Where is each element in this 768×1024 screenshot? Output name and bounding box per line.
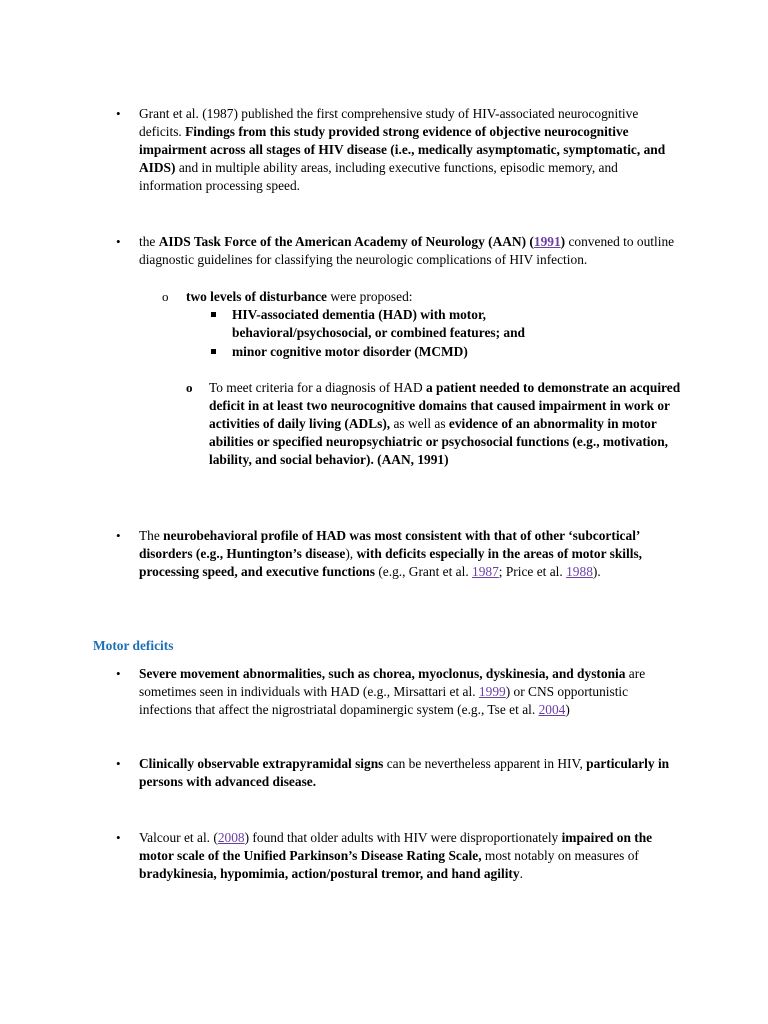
b1-bold: Findings from this study provided strong evidence of objective neurocognitive impairment across all stages of HIV disease (i.e., medically asymptomatic, symptomatic, and AIDS) <box>139 124 666 175</box>
b6-t1: Valcour et al. ( <box>139 830 218 845</box>
b2-bold-1: AIDS Task Force of the American Academy of Neurology (AAN) ( <box>158 234 534 249</box>
bullet-1-text <box>139 105 679 195</box>
b6-t3: most notably on measures of <box>481 848 639 863</box>
ref-link-1999[interactable]: 1999 <box>478 684 506 699</box>
bullet-5-text <box>139 755 679 791</box>
square-item-1 <box>232 306 612 342</box>
sub-bullet-1-marker: o <box>162 289 169 304</box>
b2-bold-2: ) <box>560 234 566 249</box>
sub1-bold: two levels of disturbance <box>186 289 327 304</box>
sub2-t1: To meet criteria for a diagnosis of HAD <box>209 380 426 395</box>
b4-t3: ) <box>565 702 570 717</box>
sub2-bold-2: evidence of an abnormality in motor abilities or specified neuropsychiatric or psychosocial functions (e.g., motivation, lability, and social behavior). (AAN, 1991) <box>209 416 668 467</box>
ref-link-2004[interactable]: 2004 <box>538 702 566 717</box>
square-bullet-1 <box>211 312 216 317</box>
b3-t1: The <box>139 528 164 543</box>
bullet-4-text <box>139 665 679 719</box>
b5-bold-1: Clinically observable extrapyramidal signs <box>139 756 384 771</box>
sub-bullet-2-marker: o <box>186 380 193 395</box>
b6-bold-1: impaired on the motor scale of the Unified Parkinson’s Disease Rating Scale, <box>139 830 653 863</box>
section-heading: Motor deficits <box>93 638 174 653</box>
sub-bullet-2-text <box>209 379 684 469</box>
b3-t2: ), <box>345 546 357 561</box>
b5-t1: can be nevertheless apparent in HIV, <box>383 756 587 771</box>
bullet-6-marker: • <box>116 830 121 845</box>
ref-link-1987[interactable]: 1987 <box>472 564 499 579</box>
b1-t1: Grant et al. (1987) published the first comprehensive study of HIV-associated neurocognitive deficits. <box>139 106 639 139</box>
sub2-t2: as well as <box>390 416 449 431</box>
b4-t2: ) or CNS opportunistic infections that affect the nigrostriatal dopaminergic system (e.g., Tse et al. <box>139 684 629 717</box>
bullet-1-marker: • <box>116 106 121 121</box>
square-bullet-2 <box>211 349 216 354</box>
b3-t4: ; Price et al. <box>498 564 567 579</box>
b3-t3: (e.g., Grant et al. <box>374 564 473 579</box>
sq2-text: minor cognitive motor disorder (MCMD) <box>232 344 468 359</box>
bullet-5-marker: • <box>116 756 121 771</box>
ref-link-1991[interactable]: 1991 <box>533 234 561 249</box>
bullet-2-text <box>139 233 684 269</box>
b6-bold-2: bradykinesia, hypomimia, action/postural tremor, and hand agility <box>139 866 520 881</box>
b3-bold-1: neurobehavioral profile of HAD was most consistent with that of other ‘subcortical’ disorders (e.g., Huntington’s disease <box>139 528 640 561</box>
ref-link-2008[interactable]: 2008 <box>217 830 245 845</box>
b3-bold-2: with deficits especially in the areas of motor skills, processing speed, and executive functions <box>139 546 643 579</box>
bullet-4-marker: • <box>116 666 121 681</box>
sub2-bold-1: a patient needed to demonstrate an acquired deficit in at least two neurocognitive domains that caused impairment in work or activities of daily living (ADLs), <box>209 380 681 431</box>
sq1-text: HIV-associated dementia (HAD) with motor, behavioral/psychosocial, or combined features; and <box>232 307 525 340</box>
bullet-3-marker: • <box>116 528 121 543</box>
sub1-text: were proposed: <box>326 289 413 304</box>
b6-t4: . <box>519 866 523 881</box>
b3-t5: ). <box>592 564 601 579</box>
b1-t2: and in multiple ability areas, including executive functions, episodic memory, and information processing speed. <box>139 160 618 193</box>
b6-t2: ) found that older adults with HIV were disproportionately <box>244 830 562 845</box>
b2-t1: the <box>139 234 159 249</box>
b5-bold-2: particularly in persons with advanced disease. <box>139 756 670 789</box>
bullet-2-marker: • <box>116 234 121 249</box>
square-item-2 <box>232 343 632 361</box>
ref-link-1988[interactable]: 1988 <box>566 564 593 579</box>
bullet-3-text <box>139 527 679 581</box>
b2-t2: convened to outline diagnostic guidelines for classifying the neurologic complications of HIV infection. <box>139 234 675 267</box>
b4-bold: Severe movement abnormalities, such as chorea, myoclonus, dyskinesia, and dystonia <box>139 666 626 681</box>
sub-bullet-1-text <box>186 288 666 306</box>
bullet-6-text <box>139 829 674 883</box>
b4-t1: are sometimes seen in individuals with HAD (e.g., Mirsattari et al. <box>139 666 646 699</box>
